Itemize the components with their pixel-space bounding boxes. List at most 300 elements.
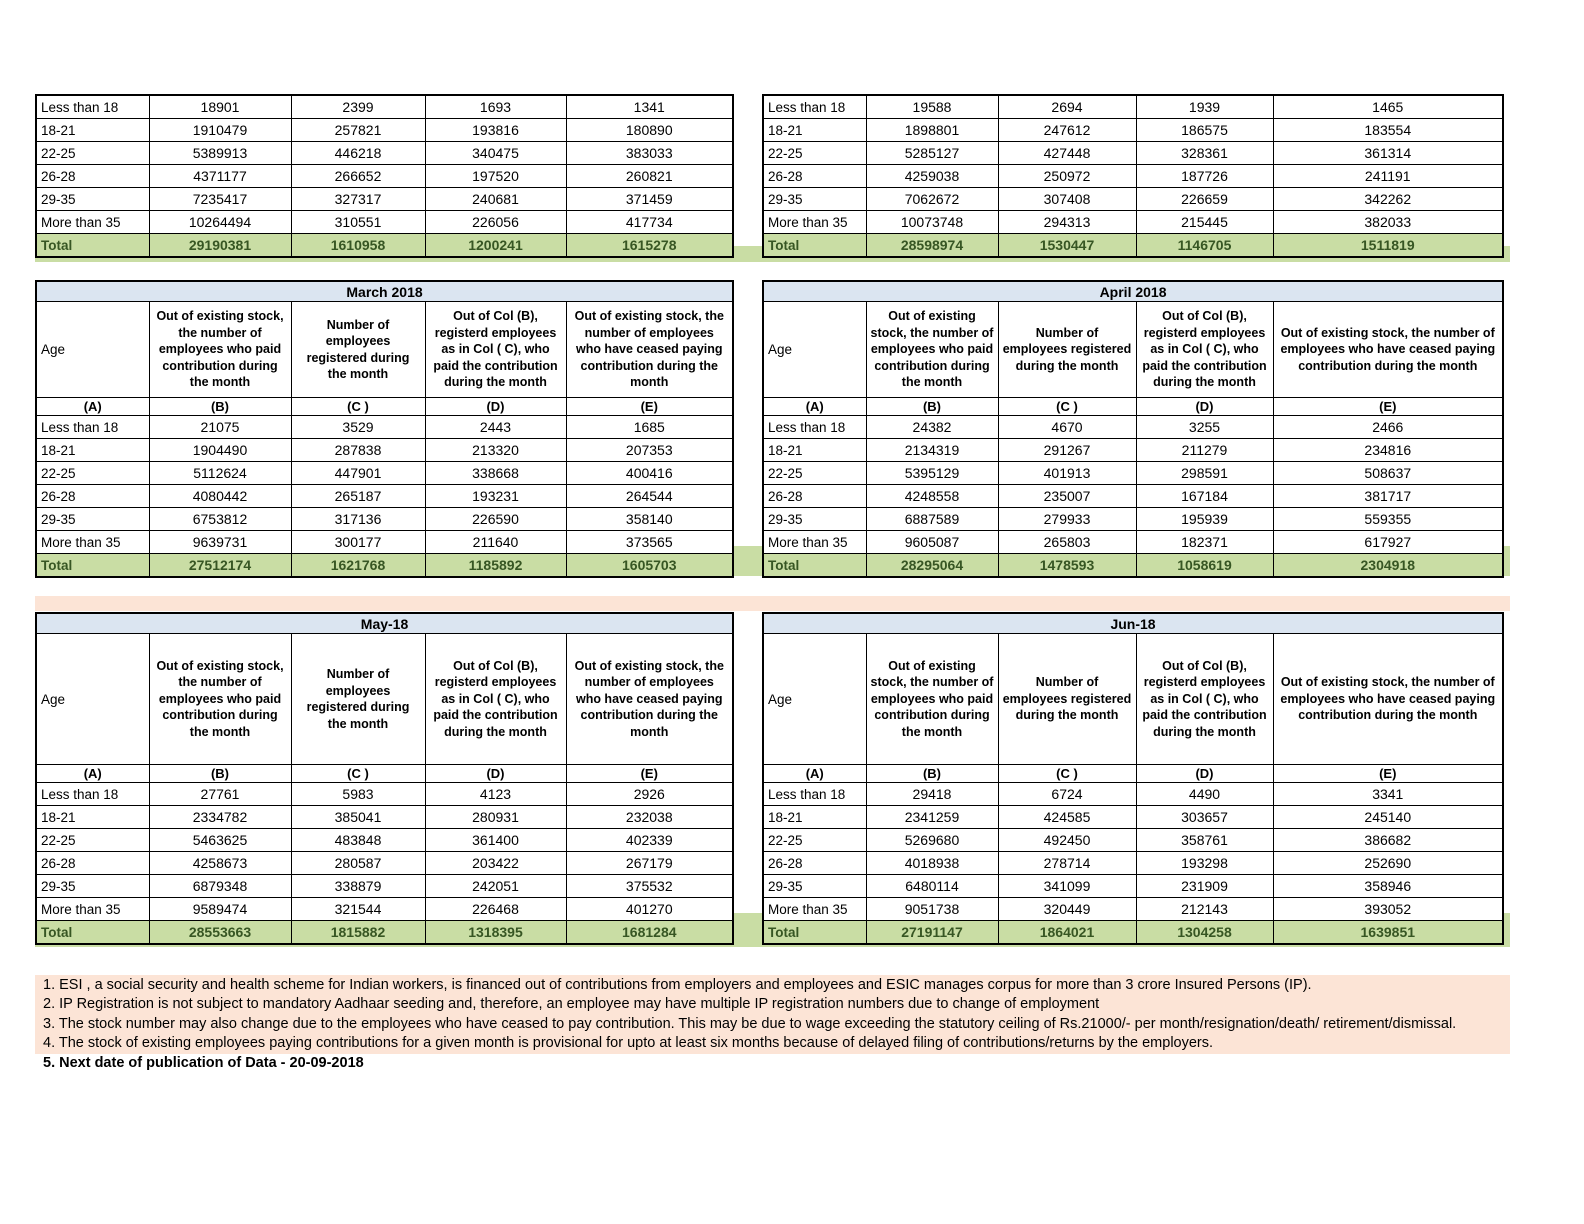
- value-cell: 186575: [1136, 119, 1273, 142]
- top-table-right: [762, 94, 1504, 258]
- column-letter-cell: (D): [425, 765, 566, 783]
- header-cell: [149, 634, 291, 765]
- age-header-cell: Age: [763, 302, 866, 398]
- value-cell: 5463625: [149, 829, 291, 852]
- value-cell: 446218: [291, 142, 425, 165]
- value-cell: 1939: [1136, 95, 1273, 119]
- value-cell: 212143: [1136, 898, 1273, 921]
- total-cell: 1146705: [1136, 234, 1273, 258]
- value-cell: 18-21: [36, 439, 149, 462]
- header-text: Out of existing stock, the number of employees who paid contribution during the month: [870, 658, 994, 739]
- value-cell: 26-28: [763, 852, 866, 875]
- total-row: [763, 554, 1503, 578]
- value-cell: 193816: [425, 119, 566, 142]
- column-letter-cell: (A): [763, 398, 866, 416]
- value-cell: 5112624: [149, 462, 291, 485]
- value-cell: 232038: [566, 806, 733, 829]
- value-cell: 242051: [425, 875, 566, 898]
- value-cell: 245140: [1273, 806, 1503, 829]
- header-cell: [425, 302, 566, 398]
- value-cell: 1341: [566, 95, 733, 119]
- value-cell: 5285127: [866, 142, 998, 165]
- header-text: Number of employees registered during the month: [1002, 675, 1132, 723]
- total-cell: 1610958: [291, 234, 425, 258]
- total-cell: 28295064: [866, 554, 998, 578]
- table-row: [36, 119, 733, 142]
- value-cell: 240681: [425, 188, 566, 211]
- value-cell: 338668: [425, 462, 566, 485]
- header-cell: [998, 634, 1136, 765]
- value-cell: 226056: [425, 211, 566, 234]
- table-row: [763, 211, 1503, 234]
- value-cell: 4670: [998, 416, 1136, 439]
- value-cell: 266652: [291, 165, 425, 188]
- value-cell: 4371177: [149, 165, 291, 188]
- value-cell: 7062672: [866, 188, 998, 211]
- value-cell: 260821: [566, 165, 733, 188]
- total-cell: 1615278: [566, 234, 733, 258]
- value-cell: 317136: [291, 508, 425, 531]
- value-cell: 234816: [1273, 439, 1503, 462]
- value-cell: 338879: [291, 875, 425, 898]
- table-row: [36, 852, 733, 875]
- value-cell: 280587: [291, 852, 425, 875]
- value-cell: 320449: [998, 898, 1136, 921]
- value-cell: 264544: [566, 485, 733, 508]
- header-text: Out of Col (B), registerd employees as in Col ( C), who paid the contribution during the month: [1142, 658, 1267, 739]
- value-cell: 371459: [566, 188, 733, 211]
- header-text: Out of existing stock, the number of employees who have ceased paying contribution during the month: [574, 309, 724, 390]
- header-cell: [566, 634, 733, 765]
- header-cell: [149, 302, 291, 398]
- value-cell: Less than 18: [36, 95, 149, 119]
- column-letter-row: [36, 398, 733, 416]
- total-cell: 1318395: [425, 921, 566, 945]
- value-cell: 26-28: [763, 485, 866, 508]
- value-cell: 1693: [425, 95, 566, 119]
- header-cell: [1273, 302, 1503, 398]
- table-row: [36, 531, 733, 554]
- value-cell: 9605087: [866, 531, 998, 554]
- total-cell: Total: [763, 554, 866, 578]
- footnote-line: 4. The stock of existing employees paying contributions for a given month is provisional for upto at least six months because of delayed filing of contributions/returns by the employers.: [43, 1035, 1214, 1052]
- value-cell: 617927: [1273, 531, 1503, 554]
- value-cell: 213320: [425, 439, 566, 462]
- total-cell: 28598974: [866, 234, 998, 258]
- header-text: Number of employees registered during the month: [306, 317, 410, 381]
- column-letter-cell: (E): [1273, 765, 1503, 783]
- value-cell: 7235417: [149, 188, 291, 211]
- value-cell: 193231: [425, 485, 566, 508]
- column-letter-cell: (E): [1273, 398, 1503, 416]
- value-cell: 2926: [566, 783, 733, 806]
- column-letter-cell: (D): [1136, 765, 1273, 783]
- value-cell: 187726: [1136, 165, 1273, 188]
- column-letter-cell: (B): [866, 398, 998, 416]
- column-letter-cell: (C ): [291, 765, 425, 783]
- value-cell: 257821: [291, 119, 425, 142]
- header-text: Out of existing stock, the number of employees who paid contribution during the month: [870, 309, 994, 390]
- value-cell: 1898801: [866, 119, 998, 142]
- value-cell: 6480114: [866, 875, 998, 898]
- table-row: [763, 439, 1503, 462]
- value-cell: Less than 18: [763, 416, 866, 439]
- value-cell: Less than 18: [36, 783, 149, 806]
- value-cell: 5983: [291, 783, 425, 806]
- value-cell: 29-35: [36, 875, 149, 898]
- value-cell: 508637: [1273, 462, 1503, 485]
- header-cell: [866, 302, 998, 398]
- age-header-cell: Age: [36, 634, 149, 765]
- table-row: [763, 806, 1503, 829]
- march-2018-table: [35, 280, 734, 578]
- column-header-row: [763, 302, 1503, 398]
- column-letter-cell: (C ): [291, 398, 425, 416]
- value-cell: 226659: [1136, 188, 1273, 211]
- value-cell: 9639731: [149, 531, 291, 554]
- table-row: [36, 508, 733, 531]
- value-cell: 4018938: [866, 852, 998, 875]
- value-cell: 19588: [866, 95, 998, 119]
- value-cell: 342262: [1273, 188, 1503, 211]
- column-header-row: [36, 302, 733, 398]
- value-cell: 1685: [566, 416, 733, 439]
- total-cell: 1605703: [566, 554, 733, 578]
- value-cell: 29-35: [763, 508, 866, 531]
- value-cell: 226468: [425, 898, 566, 921]
- value-cell: 4259038: [866, 165, 998, 188]
- value-cell: 9051738: [866, 898, 998, 921]
- value-cell: 29418: [866, 783, 998, 806]
- total-cell: 1304258: [1136, 921, 1273, 945]
- total-cell: 1639851: [1273, 921, 1503, 945]
- age-header-cell: Age: [36, 302, 149, 398]
- table-row: [763, 188, 1503, 211]
- header-cell: [998, 302, 1136, 398]
- footnotes-block: [35, 975, 1510, 1054]
- value-cell: More than 35: [36, 211, 149, 234]
- table-title: May-18: [36, 613, 733, 634]
- value-cell: 401913: [998, 462, 1136, 485]
- value-cell: 247612: [998, 119, 1136, 142]
- value-cell: 29-35: [36, 188, 149, 211]
- value-cell: 1910479: [149, 119, 291, 142]
- value-cell: 22-25: [763, 829, 866, 852]
- value-cell: 5269680: [866, 829, 998, 852]
- header-cell: [425, 634, 566, 765]
- value-cell: 386682: [1273, 829, 1503, 852]
- value-cell: 2341259: [866, 806, 998, 829]
- value-cell: 235007: [998, 485, 1136, 508]
- column-letter-cell: (A): [36, 765, 149, 783]
- value-cell: 321544: [291, 898, 425, 921]
- column-letter-cell: (C ): [998, 398, 1136, 416]
- total-row: [36, 921, 733, 945]
- total-row: [763, 234, 1503, 258]
- column-header-row: [36, 634, 733, 765]
- value-cell: 279933: [998, 508, 1136, 531]
- may-2018-table: [35, 612, 734, 945]
- value-cell: 492450: [998, 829, 1136, 852]
- column-letter-cell: (E): [566, 398, 733, 416]
- table-row: [763, 485, 1503, 508]
- footnote-line: 2. IP Registration is not subject to mandatory Aadhaar seeding and, therefore, an employee may have multiple IP registration numbers due to change of employment: [43, 996, 1100, 1013]
- value-cell: 447901: [291, 462, 425, 485]
- value-cell: 373565: [566, 531, 733, 554]
- table-row: [36, 783, 733, 806]
- column-letter-cell: (D): [425, 398, 566, 416]
- table-title-row: [763, 613, 1503, 634]
- april-2018-table: [762, 280, 1504, 578]
- value-cell: 22-25: [763, 462, 866, 485]
- value-cell: 3341: [1273, 783, 1503, 806]
- value-cell: 2466: [1273, 416, 1503, 439]
- value-cell: 1904490: [149, 439, 291, 462]
- table-title-row: [763, 281, 1503, 302]
- value-cell: 300177: [291, 531, 425, 554]
- total-cell: 1185892: [425, 554, 566, 578]
- total-cell: 28553663: [149, 921, 291, 945]
- column-letter-row: [763, 398, 1503, 416]
- table-row: [763, 875, 1503, 898]
- value-cell: 2399: [291, 95, 425, 119]
- value-cell: Less than 18: [763, 95, 866, 119]
- table-row: [763, 165, 1503, 188]
- table-row: [36, 898, 733, 921]
- value-cell: 26-28: [36, 485, 149, 508]
- table-row: [36, 188, 733, 211]
- table-row: [36, 95, 733, 119]
- value-cell: More than 35: [763, 211, 866, 234]
- total-cell: 1200241: [425, 234, 566, 258]
- value-cell: 417734: [566, 211, 733, 234]
- value-cell: 4080442: [149, 485, 291, 508]
- value-cell: 252690: [1273, 852, 1503, 875]
- table-row: [36, 439, 733, 462]
- value-cell: 3529: [291, 416, 425, 439]
- value-cell: 5395129: [866, 462, 998, 485]
- value-cell: Less than 18: [36, 416, 149, 439]
- value-cell: 400416: [566, 462, 733, 485]
- column-letter-row: [763, 765, 1503, 783]
- value-cell: 2443: [425, 416, 566, 439]
- column-letter-cell: (B): [149, 398, 291, 416]
- value-cell: 291267: [998, 439, 1136, 462]
- total-row: [36, 234, 733, 258]
- total-cell: 1058619: [1136, 554, 1273, 578]
- value-cell: 2694: [998, 95, 1136, 119]
- value-cell: 4258673: [149, 852, 291, 875]
- value-cell: 287838: [291, 439, 425, 462]
- header-text: Out of Col (B), registerd employees as in Col ( C), who paid the contribution during the month: [433, 658, 558, 739]
- table-row: [36, 875, 733, 898]
- value-cell: 358140: [566, 508, 733, 531]
- total-cell: Total: [36, 921, 149, 945]
- value-cell: 2334782: [149, 806, 291, 829]
- header-text: Out of existing stock, the number of employees who paid contribution during the month: [156, 309, 284, 390]
- value-cell: 393052: [1273, 898, 1503, 921]
- value-cell: 29-35: [763, 188, 866, 211]
- value-cell: 4123: [425, 783, 566, 806]
- value-cell: 182371: [1136, 531, 1273, 554]
- total-cell: 1530447: [998, 234, 1136, 258]
- value-cell: More than 35: [763, 531, 866, 554]
- table-row: [763, 508, 1503, 531]
- value-cell: 211279: [1136, 439, 1273, 462]
- value-cell: 402339: [566, 829, 733, 852]
- value-cell: 21075: [149, 416, 291, 439]
- value-cell: 294313: [998, 211, 1136, 234]
- value-cell: 6879348: [149, 875, 291, 898]
- total-cell: 1621768: [291, 554, 425, 578]
- value-cell: Less than 18: [763, 783, 866, 806]
- total-cell: 2304918: [1273, 554, 1503, 578]
- value-cell: 328361: [1136, 142, 1273, 165]
- value-cell: 382033: [1273, 211, 1503, 234]
- value-cell: 280931: [425, 806, 566, 829]
- total-row: [763, 921, 1503, 945]
- value-cell: 22-25: [36, 142, 149, 165]
- value-cell: 340475: [425, 142, 566, 165]
- age-header-cell: Age: [763, 634, 866, 765]
- header-cell: [1136, 302, 1273, 398]
- header-cell: [291, 302, 425, 398]
- value-cell: 5389913: [149, 142, 291, 165]
- value-cell: 383033: [566, 142, 733, 165]
- total-cell: Total: [763, 234, 866, 258]
- value-cell: 10264494: [149, 211, 291, 234]
- value-cell: 6753812: [149, 508, 291, 531]
- value-cell: 310551: [291, 211, 425, 234]
- header-text: Out of Col (B), registerd employees as in Col ( C), who paid the contribution during the month: [1142, 309, 1267, 390]
- value-cell: 483848: [291, 829, 425, 852]
- table-row: [763, 783, 1503, 806]
- total-row: [36, 554, 733, 578]
- value-cell: 361314: [1273, 142, 1503, 165]
- value-cell: 341099: [998, 875, 1136, 898]
- column-header-row: [763, 634, 1503, 765]
- value-cell: 298591: [1136, 462, 1273, 485]
- header-text: Number of employees registered during the month: [306, 667, 410, 731]
- column-letter-cell: (B): [149, 765, 291, 783]
- total-cell: 29190381: [149, 234, 291, 258]
- value-cell: 9589474: [149, 898, 291, 921]
- value-cell: 10073748: [866, 211, 998, 234]
- peach-strip: [35, 596, 1510, 611]
- value-cell: 265803: [998, 531, 1136, 554]
- column-letter-cell: (E): [566, 765, 733, 783]
- value-cell: 22-25: [763, 142, 866, 165]
- value-cell: 231909: [1136, 875, 1273, 898]
- value-cell: 22-25: [36, 462, 149, 485]
- total-cell: 1681284: [566, 921, 733, 945]
- value-cell: 211640: [425, 531, 566, 554]
- table-row: [763, 416, 1503, 439]
- value-cell: 26-28: [763, 165, 866, 188]
- value-cell: 18-21: [763, 119, 866, 142]
- table-title-row: [36, 281, 733, 302]
- value-cell: 6724: [998, 783, 1136, 806]
- header-text: Out of existing stock, the number of employees who have ceased paying contribution during the month: [1280, 325, 1496, 373]
- value-cell: 6887589: [866, 508, 998, 531]
- table-row: [36, 211, 733, 234]
- table-title: Jun-18: [763, 613, 1503, 634]
- value-cell: 4490: [1136, 783, 1273, 806]
- table-title-row: [36, 613, 733, 634]
- table-row: [763, 898, 1503, 921]
- header-cell: [866, 634, 998, 765]
- value-cell: 207353: [566, 439, 733, 462]
- value-cell: 167184: [1136, 485, 1273, 508]
- value-cell: 215445: [1136, 211, 1273, 234]
- column-letter-cell: (B): [866, 765, 998, 783]
- value-cell: 385041: [291, 806, 425, 829]
- column-letter-cell: (A): [763, 765, 866, 783]
- next-publication-note: 5. Next date of publication of Data - 20-09-2018: [43, 1055, 364, 1071]
- value-cell: 327317: [291, 188, 425, 211]
- value-cell: 424585: [998, 806, 1136, 829]
- total-cell: 27191147: [866, 921, 998, 945]
- header-text: Out of existing stock, the number of employees who paid contribution during the month: [156, 658, 284, 739]
- table-row: [36, 142, 733, 165]
- table-title: April 2018: [763, 281, 1503, 302]
- table-row: [36, 806, 733, 829]
- value-cell: 29-35: [36, 508, 149, 531]
- jun-2018-table: [762, 612, 1504, 945]
- value-cell: 26-28: [36, 852, 149, 875]
- total-cell: 1815882: [291, 921, 425, 945]
- column-letter-cell: (D): [1136, 398, 1273, 416]
- value-cell: 358946: [1273, 875, 1503, 898]
- column-letter-cell: (A): [36, 398, 149, 416]
- value-cell: 2134319: [866, 439, 998, 462]
- value-cell: 250972: [998, 165, 1136, 188]
- value-cell: 18-21: [36, 806, 149, 829]
- table-row: [763, 531, 1503, 554]
- value-cell: More than 35: [36, 531, 149, 554]
- value-cell: 18901: [149, 95, 291, 119]
- column-letter-row: [36, 765, 733, 783]
- header-text: Out of existing stock, the number of employees who have ceased paying contribution during the month: [574, 658, 724, 739]
- header-cell: [1273, 634, 1503, 765]
- value-cell: 27761: [149, 783, 291, 806]
- total-cell: Total: [763, 921, 866, 945]
- value-cell: 26-28: [36, 165, 149, 188]
- table-title: March 2018: [36, 281, 733, 302]
- value-cell: 197520: [425, 165, 566, 188]
- top-table-left: [35, 94, 734, 258]
- value-cell: 381717: [1273, 485, 1503, 508]
- table-row: [763, 142, 1503, 165]
- value-cell: 361400: [425, 829, 566, 852]
- value-cell: 427448: [998, 142, 1136, 165]
- header-text: Out of Col (B), registerd employees as in Col ( C), who paid the contribution during the month: [433, 309, 558, 390]
- value-cell: 193298: [1136, 852, 1273, 875]
- value-cell: 3255: [1136, 416, 1273, 439]
- total-cell: 27512174: [149, 554, 291, 578]
- table-row: [36, 416, 733, 439]
- table-row: [36, 165, 733, 188]
- value-cell: 1465: [1273, 95, 1503, 119]
- footnote-line: 1. ESI , a social security and health scheme for Indian workers, is financed out of contributions from employers and employees and ESIC manages corpus for more than 3 crore Insured Persons (IP).: [43, 977, 1312, 993]
- total-cell: Total: [36, 554, 149, 578]
- total-cell: 1478593: [998, 554, 1136, 578]
- value-cell: More than 35: [763, 898, 866, 921]
- value-cell: 203422: [425, 852, 566, 875]
- header-cell: [1136, 634, 1273, 765]
- value-cell: 401270: [566, 898, 733, 921]
- value-cell: 22-25: [36, 829, 149, 852]
